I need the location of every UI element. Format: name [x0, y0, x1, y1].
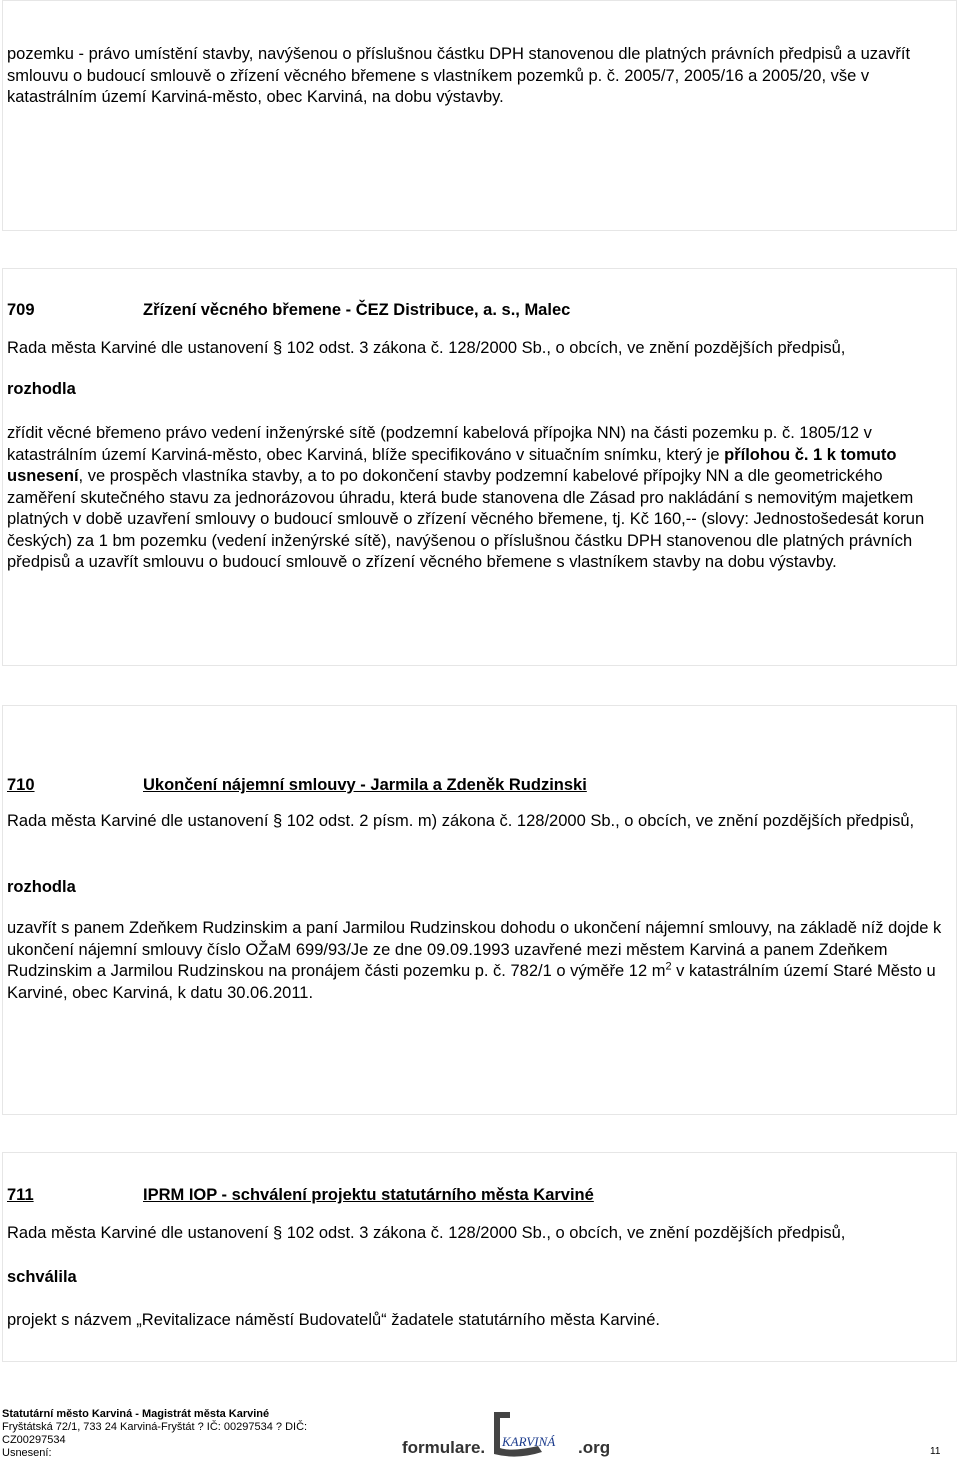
item-number: 710 [7, 776, 35, 794]
item-title: Ukončení nájemní smlouvy - Jarmila a Zdeněk Rudzinski [143, 776, 587, 794]
item-verb: rozhodla [7, 380, 76, 398]
item-number: 709 [7, 301, 35, 319]
footer-org: Statutární město Karviná - Magistrát města Karviné [2, 1408, 270, 1420]
item-preamble: Rada města Karviné dle ustanovení § 102 odst. 3 zákona č. 128/2000 Sb., o obcích, ve znění pozdějších předpisů, [7, 339, 846, 357]
item-verb: rozhodla [7, 878, 76, 896]
section-frame [2, 0, 957, 231]
logo-text-right: .org [578, 1438, 611, 1457]
footer-cut-line: Usnesení: [2, 1447, 52, 1459]
logo-text-mid: KARVINÁ [502, 1434, 556, 1449]
footer-address-block [2, 1408, 322, 1460]
item-resolution-text: projekt s názvem „Revitalizace náměstí Budovatelů“ žadatele statutárního města Karviné. [7, 1311, 660, 1329]
item-verb: schválila [7, 1268, 77, 1286]
section-frame [2, 705, 957, 1115]
item-number: 711 [7, 1186, 34, 1204]
item-title: Zřízení věcného břemene - ČEZ Distribuce, a. s., Malec [143, 301, 571, 319]
item-preamble: Rada města Karviné dle ustanovení § 102 odst. 3 zákona č. 128/2000 Sb., o obcích, ve znění pozdějších předpisů, [7, 1224, 846, 1242]
item-resolution-text: zřídit věcné břemeno právo vedení inženýrské sítě (podzemní kabelová přípojka NN) na části pozemku p. č. 1805/12 v katastrálním území Karviná-město, obec Karviná, blíže specifikováno v situačním snímku, který je přílohou č. 1 k tomuto usnesení, ve prospěch vlastníka stavby, a to po dokončení stavby podzemní kabelové přípojky NN a dle geometrického zaměření skutečného stavu za jednorázovou úhradu, která bude stanovena dle Zásad pro nakládání s nemovitým majetkem platných v době uzavření smlouvy o budoucí smlouvě o zřízení věcného břemene, tj. Kč 160,-- (slovy: Jednostošedesát korun českých) za 1 bm pozemku (vedení inženýrské sítě), navýšenou o příslušnou částku DPH stanovenou dle platných právních předpisů a uzavřít smlouvu o budoucí smlouvě o zřízení věcného břemene s vlastníkem stavby na dobu výstavby. [7, 424, 925, 571]
intro-paragraph: pozemku - právo umístění stavby, navýšenou o příslušnou částku DPH stanovenou dle platných právních předpisů a uzavřít smlouvu o budoucí smlouvě o zřízení věcného břemene s vlastníkem pozemků p. č. 2005/7, 2005/16 a 2005/20, vše v katastrálním území Karviná-město, obec Karviná, na dobu výstavby. [7, 45, 911, 106]
item-preamble: Rada města Karviné dle ustanovení § 102 odst. 2 písm. m) zákona č. 128/2000 Sb., o obcích, ve znění pozdějších předpisů, [7, 812, 915, 830]
logo-text-left: formulare. [402, 1438, 486, 1457]
page-number: 11 [930, 1446, 941, 1457]
item-resolution-text: uzavřít s panem Zdeňkem Rudzinskim a paní Jarmilou Rudzinskou dohodu o ukončení nájemní smlouvy, na základě níž dojde k ukončení nájemní smlouvy číslo OŽaM 699/93/Je ze dne 09.09.1993 uzavřené mezi městem Karviná a panem Zdeňkem Rudzinskim a Jarmilou Rudzinskou na pronájem části pozemku p. č. 782/1 o výměře 12 $m^2$ v katastrálním území Staré Město u Karviné, obec Karviná, k datu 30.06.2011. [7, 919, 942, 1002]
formulare-logo [402, 1408, 616, 1457]
footer-address: Fryštátská 72/1, 733 24 Karviná-Fryštát ? IČ: 00297534 ? DIČ: CZ00297534 [2, 1421, 308, 1446]
item-title: IPRM IOP - schválení projektu statutárního města Karviné [143, 1186, 594, 1204]
